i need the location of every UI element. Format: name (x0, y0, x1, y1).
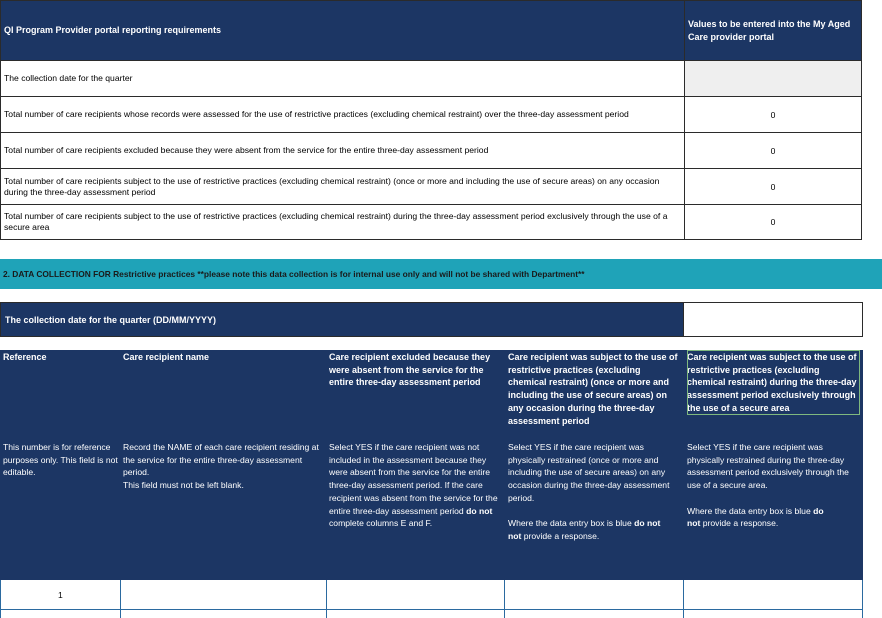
col-secure-area-heading[interactable]: Care recipient was subject to the use of restrictive practices (excluding chemical restraint) during the three-day assessment period exclusively through the use of a secure area (687, 350, 860, 415)
table-row (0, 610, 863, 618)
restrictive-cell[interactable] (505, 580, 684, 609)
qi-row-value-cell[interactable]: 0 (770, 145, 776, 156)
restrictive-cell[interactable] (505, 610, 684, 618)
collection-date-label: The collection date for the quarter (DD/MM/YYYY) (0, 302, 684, 337)
col-recipient-name-heading: Care recipient name (123, 352, 210, 362)
col-reference-description: This number is for reference purposes only. This field is not editable. (3, 442, 118, 478)
col-recipient-name-description: Record the NAME of each care recipient residing at the service for the entire three-day assessment period. This field must not be left blank. (123, 442, 319, 491)
reference-cell (1, 610, 121, 618)
col-restrictive-description: Select YES if the care recipient was physically restrained (once or more and including the use of secure areas) on any occasion during the three-day assessment period. Where the data entry box is blue do not not provide a response. (508, 442, 670, 541)
reference-cell: 1 (1, 580, 121, 609)
col-recipient-name (120, 350, 326, 580)
qi-header-row (0, 0, 862, 61)
secure-area-cell[interactable] (684, 580, 863, 609)
qi-requirements-table (0, 0, 862, 240)
section2-banner: 2. DATA COLLECTION FOR Restrictive practices **please note this data collection is for internal use only and will not be shared with Department** (0, 259, 882, 289)
col-excluded (326, 350, 505, 580)
qi-row-label: Total number of care recipients whose records were assessed for the use of restrictive practices (excluding chemical restraint) over the three-day assessment period (1, 97, 685, 132)
recipient-name-cell[interactable] (121, 580, 327, 609)
qi-row-label: Total number of care recipients subject to the use of restrictive practices (excluding chemical restraint) (once or more and including the use of secure areas) on any occasion during the three-day assessment period (1, 169, 685, 204)
qi-row-collection-date (0, 61, 862, 97)
col-restrictive (505, 350, 684, 580)
excluded-cell[interactable] (327, 610, 506, 618)
qi-row-excluded (0, 133, 862, 169)
col-reference-heading: Reference (3, 352, 47, 362)
qi-row-label: Total number of care recipients excluded because they were absent from the service for the entire three-day assessment period (1, 133, 685, 168)
qi-row-value-cell[interactable]: 0 (770, 109, 776, 120)
qi-row-secure-area (0, 205, 862, 240)
qi-row-value-cell[interactable]: 0 (770, 217, 776, 227)
data-collection-table (0, 302, 863, 618)
qi-row-assessed (0, 97, 862, 133)
qi-row-value-cell[interactable] (685, 61, 861, 96)
qi-header-right: Values to be entered into the My Aged Care provider portal (688, 18, 851, 42)
qi-row-restrictive (0, 169, 862, 205)
table-row (0, 580, 863, 610)
excluded-cell[interactable] (327, 580, 506, 609)
col-restrictive-heading: Care recipient was subject to the use of restrictive practices (excluding chemical restraint) (once or more and including the use of secure areas) on any occasion during the three-day assessment period (508, 352, 678, 426)
col-excluded-description: Select YES if the care recipient was not included in the assessment because they were absent from the service for the entire three-day assessment period. If the care recipient was absent from the service for the entire three-day assessment period do not complete columns E and F. (329, 442, 498, 529)
qi-row-label: Total number of care recipients subject to the use of restrictive practices (excluding chemical restraint) during the three-day assessment period exclusively through the use of a secure area (1, 205, 685, 239)
column-header-block (0, 350, 863, 580)
qi-row-label: The collection date for the quarter (1, 61, 685, 96)
recipient-name-cell[interactable] (121, 610, 327, 618)
secure-area-cell[interactable] (684, 610, 863, 618)
col-secure-area (684, 350, 863, 580)
qi-row-value-cell[interactable]: 0 (770, 181, 776, 192)
qi-header-left: QI Program Provider portal reporting requirements (1, 1, 685, 60)
col-reference (0, 350, 120, 580)
collection-date-row (0, 302, 863, 337)
collection-date-input[interactable] (684, 302, 863, 337)
col-secure-area-description: Select YES if the care recipient was physically restrained during the three-day assessment period exclusively through the use of a secure area. Where the data entry box is blue do not provide a response. (687, 442, 849, 529)
col-excluded-heading: Care recipient excluded because they were absent from the service for the entire three-day assessment period (329, 352, 491, 388)
